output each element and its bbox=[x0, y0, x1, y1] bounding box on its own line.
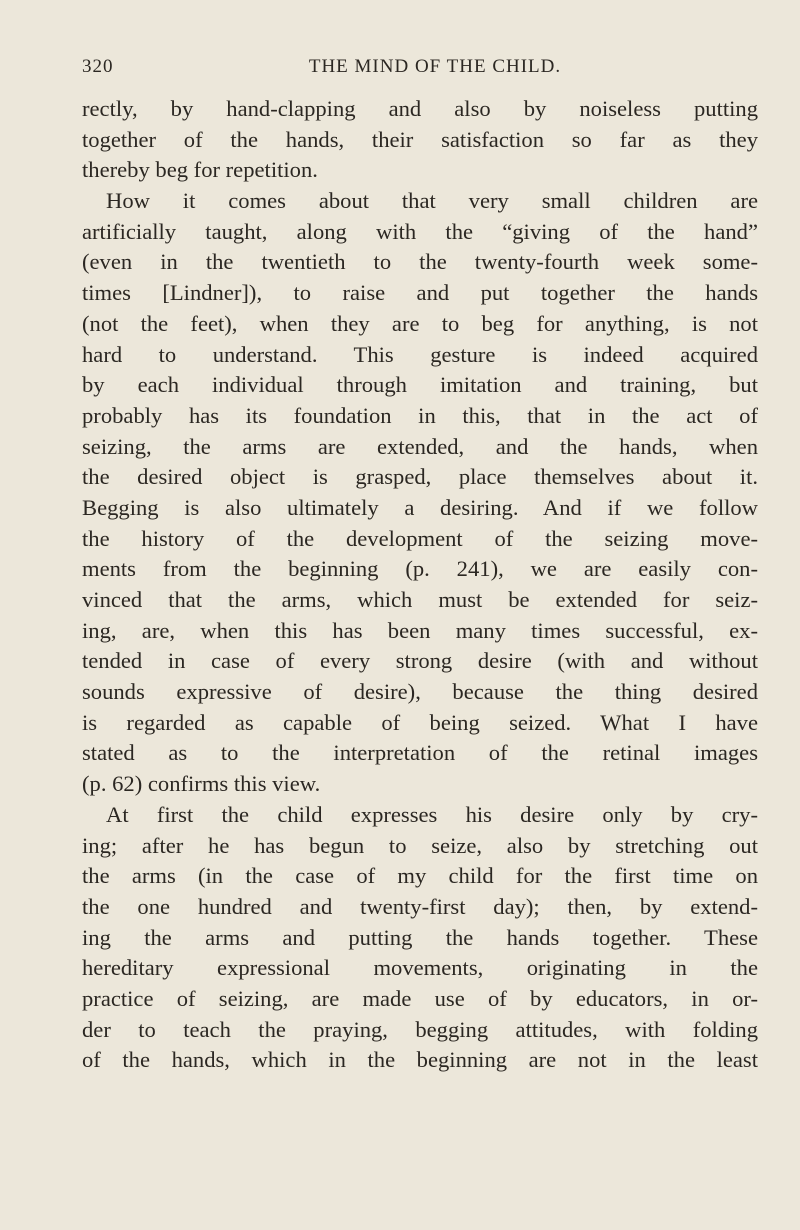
text-line: ments from the beginning (p. 241), we are easily con- bbox=[82, 556, 758, 582]
text-line: (even in the twentieth to the twenty-fourth week some- bbox=[82, 249, 758, 275]
text-line: stated as to the interpretation of the retinal images bbox=[82, 740, 758, 766]
text-line: practice of seizing, are made use of by educators, in or- bbox=[82, 985, 758, 1011]
text-line: Begging is also ultimately a desiring. And if we follow bbox=[82, 494, 758, 520]
text-line: (p. 62) confirms this view. bbox=[82, 771, 321, 797]
text-line: times [Lindner]), to raise and put together the hands bbox=[82, 280, 758, 306]
text-line: is regarded as capable of being seized. What I have bbox=[82, 709, 758, 735]
text-line: the one hundred and twenty-first day); then, by extend- bbox=[82, 893, 758, 919]
text-line: ing; after he has begun to seize, also by stretching out bbox=[82, 832, 758, 858]
running-head bbox=[82, 56, 758, 82]
text-line: (not the feet), when they are to beg for anything, is not bbox=[82, 310, 758, 336]
text-line: hereditary expressional movements, originating in the bbox=[82, 955, 758, 981]
text-line: the arms (in the case of my child for the first time on bbox=[82, 863, 758, 889]
text-line: by each individual through imitation and training, but bbox=[82, 372, 758, 398]
text-line: der to teach the praying, begging attitudes, with folding bbox=[82, 1016, 758, 1042]
text-line: sounds expressive of desire), because the thing desired bbox=[82, 679, 758, 705]
text-line: thereby beg for repetition. bbox=[82, 157, 318, 183]
text-line: probably has its foundation in this, that in the act of bbox=[82, 402, 758, 428]
text-line: At first the child expresses his desire only by cry- bbox=[106, 801, 758, 827]
text-line: How it comes about that very small children are bbox=[106, 188, 758, 214]
text-line: ing, are, when this has been many times successful, ex- bbox=[82, 617, 758, 643]
text-line: artificially taught, along with the “giving of the hand” bbox=[82, 218, 758, 244]
text-line: ing the arms and putting the hands together. These bbox=[82, 924, 758, 950]
text-line: of the hands, which in the beginning are not in the least bbox=[82, 1047, 758, 1073]
text-line: the history of the development of the seizing move- bbox=[82, 525, 758, 551]
text-line: tended in case of every strong desire (with and without bbox=[82, 648, 758, 674]
text-line: vinced that the arms, which must be extended for seiz- bbox=[82, 587, 758, 612]
body-text bbox=[82, 94, 758, 1076]
text-line: hard to understand. This gesture is indeed acquired bbox=[82, 341, 758, 367]
text-line: seizing, the arms are extended, and the hands, when bbox=[82, 433, 758, 459]
text-line: rectly, by hand-clapping and also by noiseless putting bbox=[82, 96, 758, 121]
text-line: together of the hands, their satisfaction so far as they bbox=[82, 126, 758, 152]
page-number: 320 bbox=[82, 56, 114, 77]
text-line: the desired object is grasped, place themselves about it. bbox=[82, 464, 758, 490]
running-title: THE MIND OF THE CHILD. bbox=[308, 56, 562, 77]
